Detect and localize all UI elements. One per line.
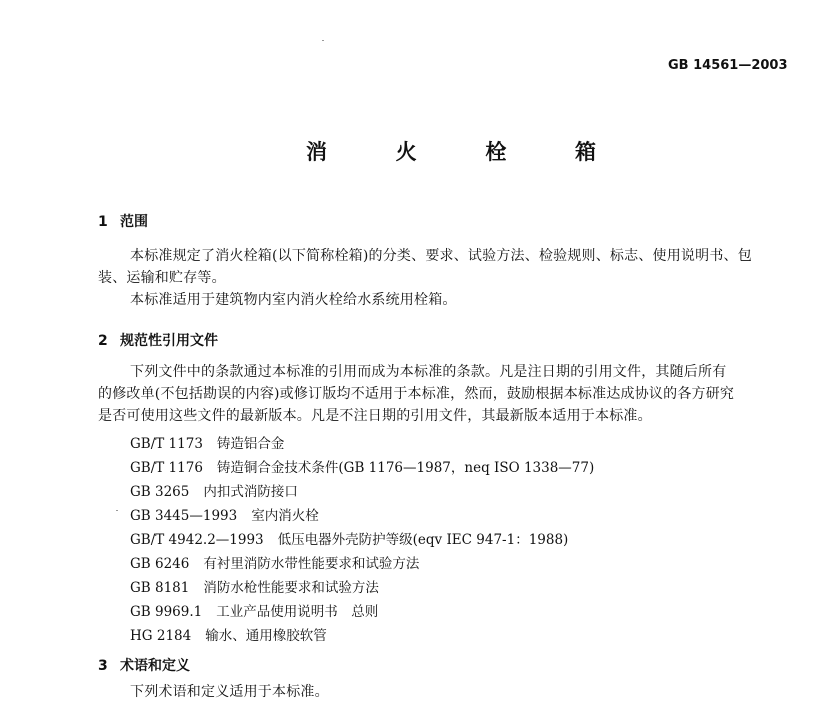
terms-paragraph (98, 681, 798, 703)
section-heading-text: 范围 (120, 214, 148, 230)
reference-title: 消防水枪性能要求和试验方法 (203, 580, 379, 596)
reference-code: GB 3445—1993 (130, 508, 238, 524)
reference-title: 内扣式消防接口 (203, 484, 298, 500)
reference-title: 室内消火栓 (251, 508, 319, 524)
reference-title: 工业产品使用说明书 总则 (216, 604, 379, 620)
reference-item (130, 528, 568, 548)
reference-code: GB 6246 (130, 556, 190, 572)
reference-item (130, 504, 319, 524)
section-heading-terms-definitions (98, 655, 190, 675)
reference-code: GB 9969.1 (130, 604, 203, 620)
reference-item (130, 624, 327, 644)
section-number: 2 (98, 333, 108, 349)
reference-title: 铸造铜合金技术条件(GB 1176—1987，neq ISO 1338—77) (216, 460, 595, 476)
section-heading-text: 术语和定义 (120, 658, 190, 674)
title-char: 箱 (574, 140, 596, 164)
reference-code: HG 2184 (130, 628, 192, 644)
paragraph-line: 是否可使用这些文件的最新版本。凡是不注日期的引用文件，其最新版本适用于本标准。 (98, 408, 652, 424)
section-heading-scope (98, 211, 148, 231)
paragraph-line: 下列术语和定义适用于本标准。 (130, 684, 329, 700)
paragraph-line: 本标准规定了消火栓箱(以下简称栓箱)的分类、要求、试验方法、检验规则、标志、使用说明书、包 (130, 248, 752, 264)
title-char: 消 (306, 140, 327, 164)
reference-title: 低压电器外壳防护等级(eqv IEC 947-1：1988) (277, 532, 569, 548)
section-heading-normative-references (98, 330, 218, 350)
reference-item (130, 576, 379, 596)
title-char: 火 (395, 140, 417, 164)
section-number: 3 (98, 658, 108, 674)
reference-item (130, 480, 298, 500)
reference-item (130, 432, 284, 452)
references-intro-paragraph (98, 361, 798, 427)
section-number: 1 (98, 214, 108, 230)
scan-speck (322, 40, 324, 41)
reference-item (130, 600, 378, 620)
reference-code: GB 3265 (130, 484, 190, 500)
paragraph-line: 的修改单(不包括勘误的内容)或修订版均不适用于本标准，然而，鼓励根据本标准达成协议的各方研究 (98, 386, 735, 402)
reference-code: GB/T 1176 (130, 460, 203, 476)
title-char: 栓 (485, 140, 507, 164)
reference-code: GB/T 1173 (130, 436, 203, 452)
reference-title: 输水、通用橡胶软管 (205, 628, 327, 644)
paragraph-line: 下列文件中的条款通过本标准的引用而成为本标准的条款。凡是注日期的引用文件，其随后所有 (130, 364, 727, 380)
reference-title: 有衬里消防水带性能要求和试验方法 (203, 556, 420, 572)
section-heading-text: 规范性引用文件 (120, 333, 218, 349)
paragraph-line: 本标准适用于建筑物内室内消火栓给水系统用栓箱。 (130, 292, 457, 308)
reference-code: GB/T 4942.2—1993 (130, 532, 264, 548)
reference-title: 铸造铝合金 (216, 436, 285, 452)
reference-item (130, 552, 419, 572)
scope-paragraph (98, 245, 798, 311)
scan-speck (116, 510, 118, 511)
paragraph-line: 装、运输和贮存等。 (98, 270, 226, 286)
standard-code: GB 14561—2003 (668, 58, 788, 73)
reference-code: GB 8181 (130, 580, 190, 596)
reference-item (130, 456, 594, 476)
document-title (306, 136, 596, 166)
